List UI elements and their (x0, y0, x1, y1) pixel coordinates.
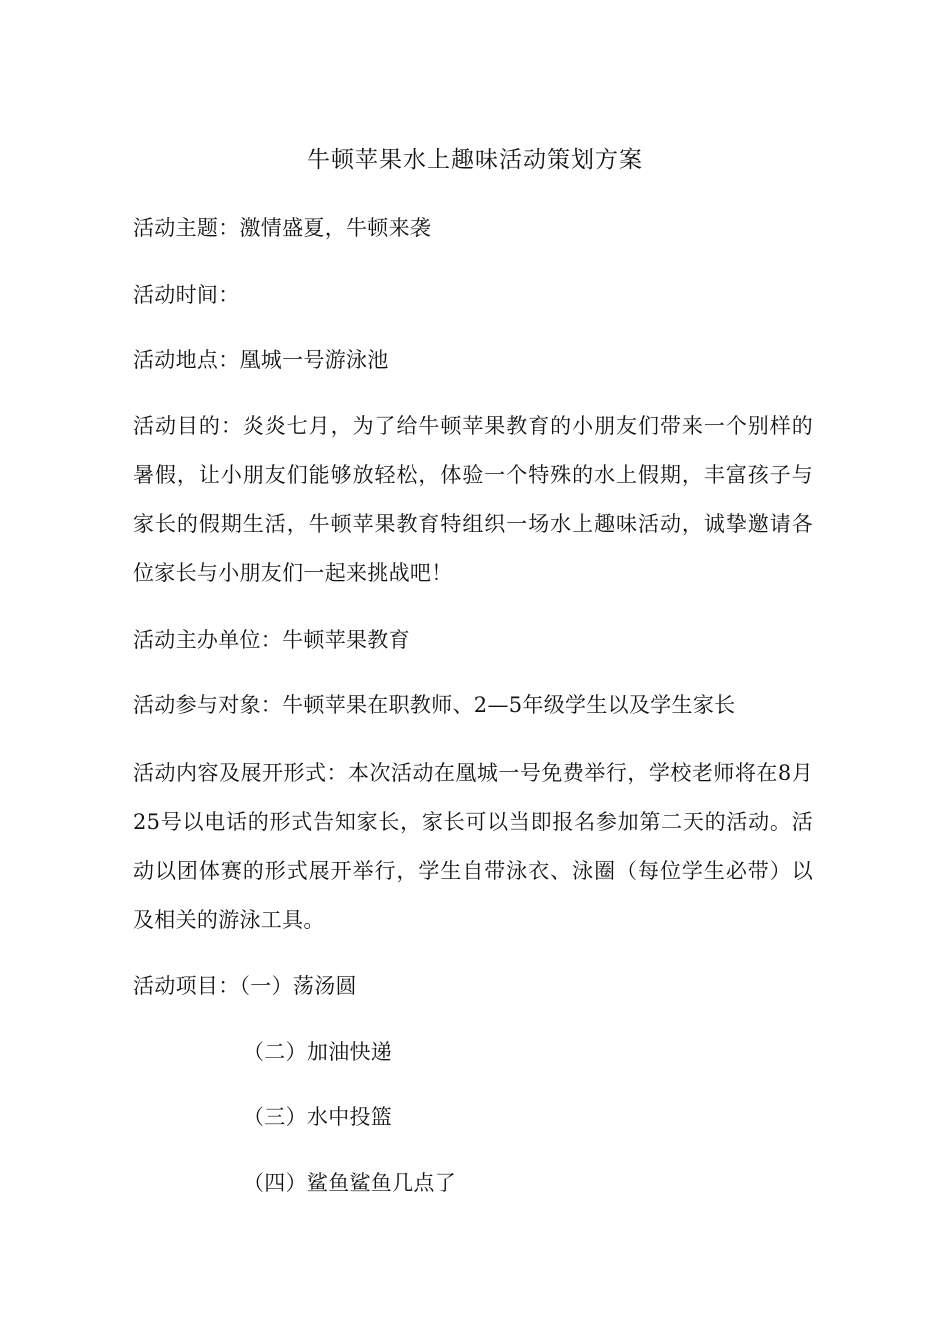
activity-purpose: 活动目的：炎炎七月，为了给牛顿苹果教育的小朋友们带来一个别样的暑假，让小朋友们能够放轻松，体验一个特殊的水上假期，丰富孩子与家长的假期生活，牛顿苹果教育特组织一场水上趣味活动，诚挚邀请各位家长与小朋友们一起来挑战吧！ (133, 414, 813, 585)
activity-location: 活动地点：凰城一号游泳池 (133, 348, 389, 372)
project-item: （二）加油快递 (243, 1040, 393, 1064)
activity-organizer: 活动主办单位：牛顿苹果教育 (133, 628, 410, 652)
activity-projects-label: 活动项目：（一）荡汤圆 (133, 974, 357, 998)
project-item: （四）鲨鱼鲨鱼几点了 (243, 1171, 456, 1195)
activity-theme: 活动主题：激情盛夏，牛顿来袭 (133, 216, 432, 240)
activity-content: 活动内容及展开形式：本次活动在凰城一号免费举行，学校老师将在8月25号以电话的形式告知家长，家长可以当即报名参加第二天的活动。活动以团体赛的形式展开举行，学生自带泳衣、泳圈（每位学生必带）以及相关的游泳工具。 (133, 761, 813, 932)
project-item: （三）水中投篮 (243, 1105, 393, 1129)
document-title: 牛顿苹果水上趣味活动策划方案 (307, 147, 643, 173)
activity-participants: 活动参与对象：牛顿苹果在职教师、2—5年级学生以及学生家长 (133, 693, 736, 717)
activity-time: 活动时间： (133, 283, 240, 307)
